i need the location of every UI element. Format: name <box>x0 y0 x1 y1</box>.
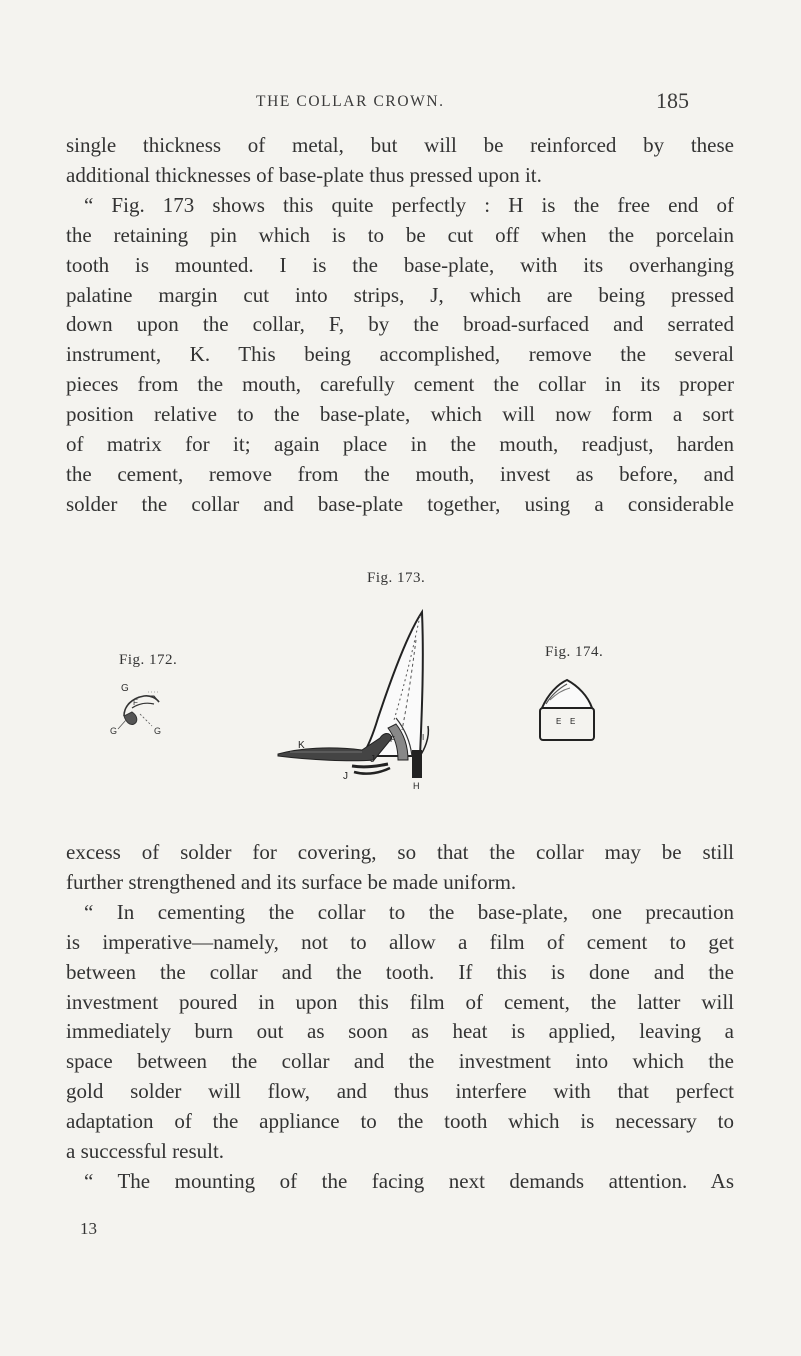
text-line: down upon the collar, F, by the broad-surfaced and serrated <box>66 312 734 337</box>
text-line: additional thicknesses of base-plate thus pressed upon it. <box>66 162 542 187</box>
text-line: adaptation of the appliance to the tooth which is necessary to <box>66 1109 734 1134</box>
text-line: gold solder will flow, and thus interfere with that perfect <box>66 1079 734 1104</box>
figure-172-label: G <box>154 726 162 735</box>
text-line: immediately burn out as soon as heat is applied, leaving a <box>66 1019 734 1044</box>
text-line: instrument, K. This being accomplished, remove the several <box>66 342 734 367</box>
figure-173-label: J <box>343 771 348 782</box>
page-number: 185 <box>656 88 689 113</box>
text-line: pieces from the mouth, carefully cement the collar in its proper <box>66 372 734 397</box>
body-text-bottom <box>66 838 734 1197</box>
figure-174-label: E <box>556 717 562 726</box>
text-line: excess of solder for covering, so that the collar may be still <box>66 840 734 864</box>
text-line: palatine margin cut into strips, J, which are being pressed <box>66 282 734 307</box>
figure-174-caption: Fig. 174. <box>545 644 604 660</box>
figure-172-label: G <box>110 726 118 735</box>
text-line: tooth is mounted. I is the base-plate, with its overhanging <box>66 252 734 277</box>
text-line: space between the collar and the investment into which the <box>66 1049 734 1074</box>
figure-172-caption: Fig. 172. <box>119 652 178 668</box>
figure-172-label: F <box>133 698 138 707</box>
figure-173-label: K <box>298 740 305 751</box>
text-line: investment poured in upon this film of cement, the latter will <box>66 989 734 1014</box>
figure-174-label: E <box>570 717 576 726</box>
signature-mark: 13 <box>80 1219 97 1238</box>
text-line: “ Fig. 173 shows this quite perfectly : H is the free end of <box>84 192 734 217</box>
figure-173-label: H <box>413 781 420 790</box>
figure-173-label: I <box>422 733 425 742</box>
figure-172-illustration <box>110 680 170 735</box>
figure-173-caption: Fig. 173. <box>367 570 426 586</box>
text-line: the retaining pin which is to be cut off when the porcelain <box>66 222 734 247</box>
text-line: further strengthened and its surface be made uniform. <box>66 869 517 894</box>
body-text-top <box>66 131 734 520</box>
text-line: of matrix for it; again place in the mouth, readjust, harden <box>66 432 734 457</box>
text-line: single thickness of metal, but will be reinforced by these <box>66 133 734 157</box>
text-line: between the collar and the tooth. If this is done and the <box>66 959 734 984</box>
text-line: “ The mounting of the facing next demands attention. As <box>84 1168 734 1193</box>
running-head: THE COLLAR CROWN. <box>256 93 445 110</box>
figure-173-label: J <box>370 754 375 765</box>
text-line: the cement, remove from the mouth, invest as before, and <box>66 461 734 486</box>
text-line: “ In cementing the collar to the base-plate, one precaution <box>84 899 734 924</box>
figure-174-illustration <box>534 676 600 744</box>
figure-172-label: G <box>121 683 129 694</box>
text-line: is imperative—namely, not to allow a film of cement to get <box>66 929 734 954</box>
text-line: solder the collar and base-plate together, using a considerable <box>66 491 734 516</box>
text-line: a successful result. <box>66 1139 225 1164</box>
figure-173-label: F <box>390 735 395 744</box>
text-line: position relative to the base-plate, which will now form a sort <box>66 402 734 427</box>
figure-173-illustration <box>270 600 440 790</box>
